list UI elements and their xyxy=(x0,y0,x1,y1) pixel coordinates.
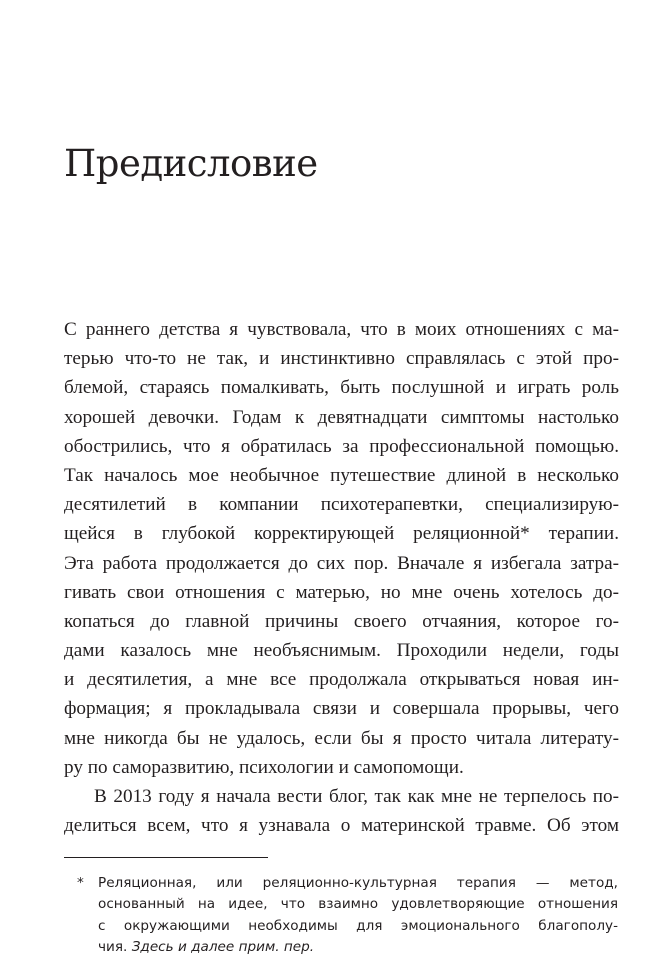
footnote-marker: * xyxy=(77,875,84,891)
body-text xyxy=(64,315,619,840)
body-line: мне никогда бы не удалось, если бы я просто читала литерату- xyxy=(64,727,619,749)
body-line: дами казалось мне необъяснимым. Проходили недели, годы xyxy=(64,640,619,662)
body-line: Так началось мое необычное путешествие длиной в несколько xyxy=(64,464,619,486)
chapter-title: Предисловие xyxy=(64,142,318,185)
body-line: Эта работа продолжается до сих пор. Вначале я избегала затра- xyxy=(64,552,619,574)
body-line: С раннего детства я чувствовала, что в моих отношениях с ма- xyxy=(64,319,619,340)
footnote xyxy=(77,873,618,959)
footnote-line: Реляционная, или реляционно-культурная терапия — метод, xyxy=(98,875,618,891)
footnote-line: основанный на идее, что взаимно удовлетворяющие отношения xyxy=(98,896,618,913)
body-line: гивать свои отношения с матерью, но мне очень хотелось до- xyxy=(64,581,619,603)
body-line: блемой, стараясь помалкивать, быть послушной и играть роль xyxy=(64,377,619,399)
body-line: копаться до главной причины своего отчаяния, которое го- xyxy=(64,610,619,632)
footnote-line-end: чия. xyxy=(98,939,128,956)
footnote-divider xyxy=(64,857,268,858)
body-line: ру по саморазвитию, психологии и самопомощи. xyxy=(64,756,464,778)
body-line: и десятилетия, а мне все продолжала открываться новая ин- xyxy=(64,669,619,691)
body-line: десятилетий в компании психотерапевтки, специализирую- xyxy=(64,494,619,516)
footnote-last-line xyxy=(98,937,618,958)
body-line: терью что-то не так, и инстинктивно справлялась с этой про- xyxy=(64,348,619,370)
body-line: формация; я прокладывала связи и совершала прорывы, чего xyxy=(64,698,619,720)
body-line: В 2013 году я начала вести блог, так как мне не терпелось по- xyxy=(94,786,619,807)
body-line: делиться всем, что я узнавала о материнской травме. Об этом xyxy=(64,815,619,837)
footnote-translator-note: Здесь и далее прим. пер. xyxy=(131,939,315,956)
body-line: хорошей девочки. Годам к девятнадцати симптомы настолько xyxy=(64,406,619,428)
body-line: обострились, что я обратилась за профессиональной помощью. xyxy=(64,435,619,457)
footnote-line: с окружающими необходимы для эмоционального благополу- xyxy=(98,917,618,934)
body-line: щейся в глубокой корректирующей реляционной* терапии. xyxy=(64,523,619,545)
